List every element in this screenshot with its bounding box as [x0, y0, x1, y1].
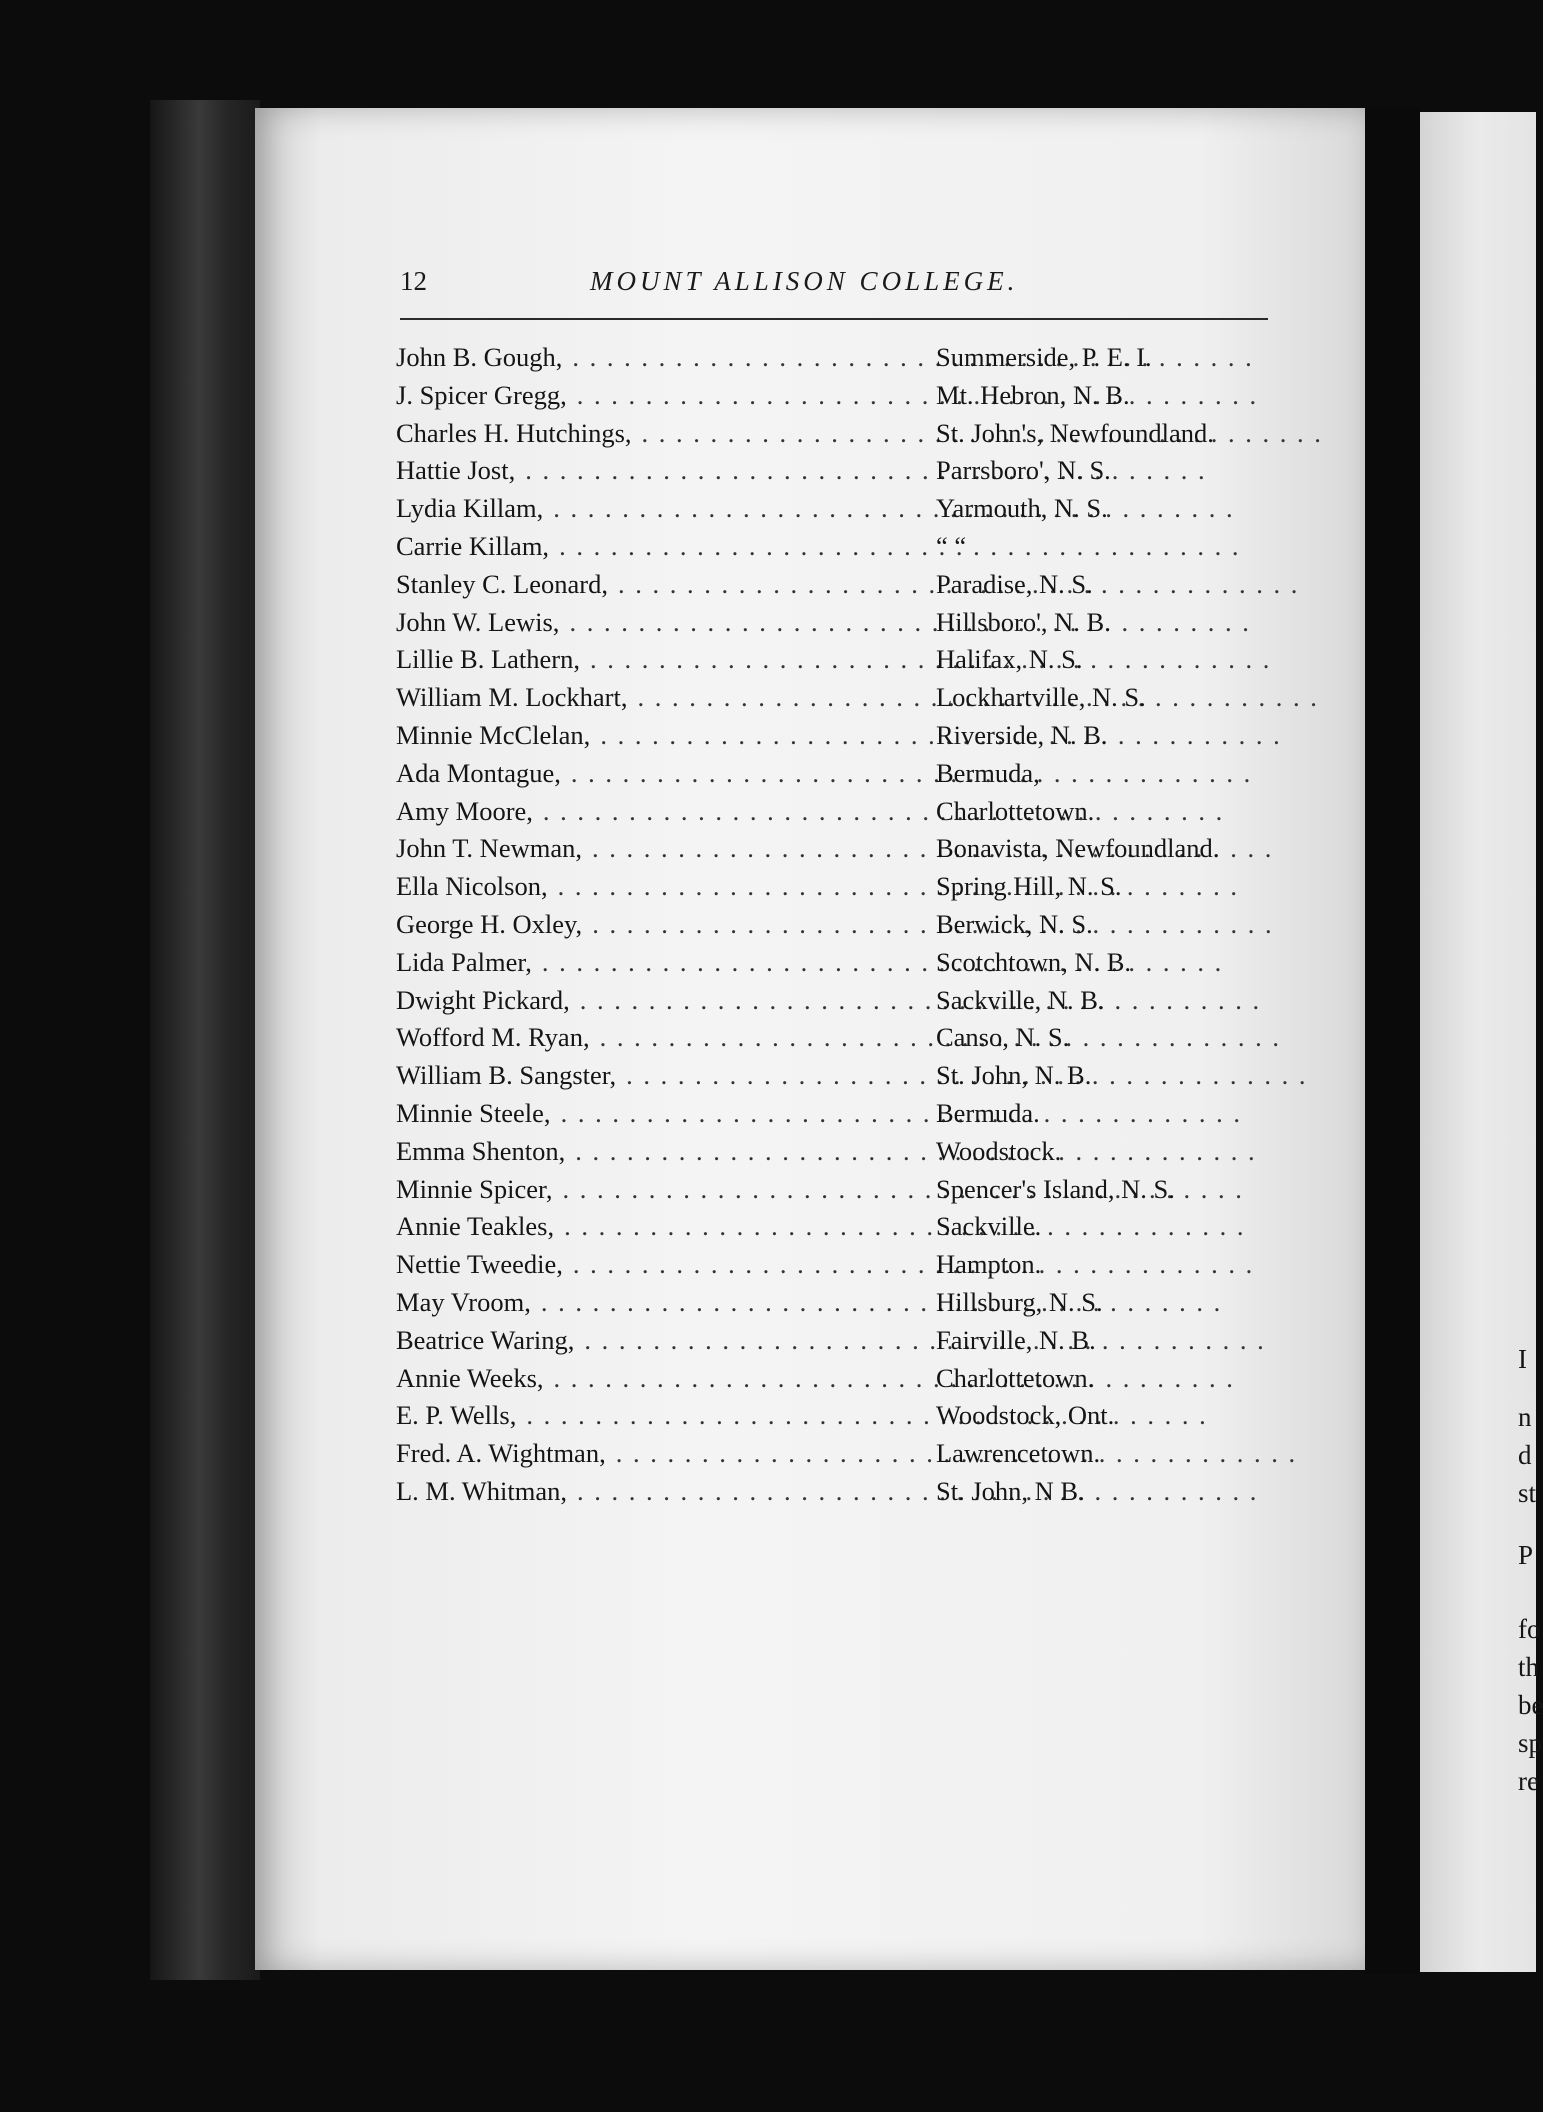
hometown: St. John, N. B. — [936, 1060, 1092, 1091]
leader-dots — [565, 1136, 930, 1167]
leader-dots — [561, 758, 930, 789]
roster-row — [396, 607, 1276, 645]
hometown: Canso, N. S. — [936, 1022, 1070, 1053]
roster-row — [396, 342, 1276, 380]
student-name: Minnie McClelan, — [396, 719, 591, 750]
student-name: Carrie Killam, — [396, 530, 550, 561]
hometown: Summerside, P. E. I. — [936, 342, 1152, 372]
adjacent-page-fragment: th — [1518, 1652, 1540, 1682]
hometown: Parrsboro', N. S. — [936, 455, 1111, 486]
leader-dots — [608, 569, 930, 600]
hometown: Woodstock. — [936, 1135, 1062, 1166]
roster-row — [396, 1325, 1276, 1363]
leader-dots — [549, 531, 930, 562]
adjacent-page-fragment: d — [1518, 1440, 1532, 1470]
page-number: 12 — [400, 266, 427, 296]
student-name: Wofford M. Ryan, — [396, 1022, 590, 1053]
roster-row — [396, 682, 1276, 720]
student-name: Beatrice Waring, — [396, 1324, 575, 1355]
roster-row — [396, 1438, 1276, 1476]
roster-row — [396, 380, 1276, 418]
roster-row — [396, 1249, 1276, 1287]
leader-dots — [606, 1438, 930, 1469]
hometown: Spencer's Island, N. S. — [936, 1173, 1175, 1204]
student-name: Charles H. Hutchings, — [396, 417, 632, 448]
hometown: Woodstock, Ont. — [936, 1400, 1115, 1431]
student-name: John B. Gough, — [396, 342, 563, 372]
student-name: John W. Lewis, — [396, 606, 560, 637]
hometown: Hillsboro', N. B. — [936, 606, 1111, 637]
leader-dots — [516, 1400, 930, 1431]
leader-dots — [531, 1287, 930, 1318]
hometown: Charlottetown. — [936, 795, 1095, 826]
leader-dots — [563, 1249, 930, 1280]
student-name: Annie Weeks, — [396, 1362, 544, 1393]
roster-row — [396, 1400, 1276, 1438]
roster-row — [396, 1098, 1276, 1136]
hometown: Bonavista, Newfoundland. — [936, 833, 1220, 864]
hometown: Hillsburg, N. S. — [936, 1286, 1103, 1317]
hometown: Scotchtown, N. B. — [936, 946, 1132, 977]
student-name: Lydia Killam, — [396, 493, 544, 524]
leader-dots — [532, 947, 930, 978]
roster-row — [396, 1287, 1276, 1325]
leader-dots — [628, 682, 931, 713]
hometown: Sackville, N. B. — [936, 984, 1105, 1015]
hometown: Hampton. — [936, 1249, 1042, 1280]
student-name: William M. Lockhart, — [396, 682, 628, 713]
roster-row — [396, 1363, 1276, 1401]
roster-row — [396, 531, 1276, 569]
hometown: Bermuda. — [936, 1097, 1040, 1128]
student-name: Stanley C. Leonard, — [396, 568, 608, 599]
student-name: L. M. Whitman, — [396, 1475, 568, 1506]
leader-dots — [544, 1363, 930, 1394]
hometown: Yarmouth, N. S. — [936, 493, 1108, 524]
leader-dots — [552, 1174, 930, 1205]
hometown: Halifax, N. S. — [936, 644, 1083, 675]
student-name: William B. Sangster, — [396, 1060, 617, 1091]
adjacent-page-fragment: fo — [1518, 1614, 1541, 1644]
roster-row — [396, 569, 1276, 607]
hometown: Spring Hill, N. S. — [936, 871, 1122, 902]
student-name: E. P. Wells, — [396, 1400, 517, 1431]
student-name: John T. Newman, — [396, 833, 582, 864]
hometown: Riverside, N. B. — [936, 719, 1108, 750]
student-name: George H. Oxley, — [396, 908, 583, 939]
roster-row — [396, 418, 1276, 456]
hometown: Mt. Hebron, N. B. — [936, 379, 1130, 410]
leader-dots — [548, 871, 930, 902]
roster-row — [396, 1022, 1276, 1060]
student-name: Dwight Pickard, — [396, 984, 570, 1015]
student-name: Emma Shenton, — [396, 1135, 566, 1166]
roster-row — [396, 985, 1276, 1023]
student-name: Hattie Jost, — [396, 455, 516, 486]
leader-dots — [574, 1325, 930, 1356]
roster-row — [396, 720, 1276, 758]
book-spine — [150, 100, 260, 1980]
leader-dots — [590, 720, 930, 751]
leader-dots — [580, 644, 930, 675]
student-name: May Vroom, — [396, 1286, 531, 1317]
adjacent-page-fragment: n — [1518, 1402, 1532, 1432]
leader-dots — [554, 1211, 930, 1242]
hometown: Bermuda, — [936, 757, 1040, 788]
student-name: J. Spicer Gregg, — [396, 379, 567, 410]
leader-dots — [632, 418, 930, 449]
student-name: Ada Montague, — [396, 757, 561, 788]
student-name: Minnie Spicer, — [396, 1173, 553, 1204]
leader-dots — [559, 607, 930, 638]
student-name: Minnie Steele, — [396, 1097, 551, 1128]
roster-row — [396, 909, 1276, 947]
adjacent-page-fragment: be — [1518, 1690, 1543, 1720]
student-name: Amy Moore, — [396, 795, 533, 826]
leader-dots — [570, 985, 930, 1016]
student-name: Annie Teakles, — [396, 1211, 555, 1242]
roster-row — [396, 833, 1276, 871]
adjacent-page-fragment: I — [1518, 1344, 1527, 1374]
roster-row — [396, 1174, 1276, 1212]
hometown: “ “ — [936, 530, 967, 561]
hometown: St. John, N B. — [936, 1475, 1085, 1506]
roster-row — [396, 947, 1276, 985]
student-name: Lillie B. Lathern, — [396, 644, 580, 675]
hometown: Fairville, N. B. — [936, 1324, 1096, 1355]
leader-dots — [551, 1098, 930, 1129]
leader-dots — [590, 1022, 930, 1053]
leader-dots — [533, 796, 930, 827]
roster-row — [396, 758, 1276, 796]
header-rule — [400, 318, 1268, 320]
leader-dots — [616, 1060, 930, 1091]
roster-row — [396, 1136, 1276, 1174]
hometown: Lawrencetown. — [936, 1438, 1101, 1469]
roster-row — [396, 644, 1276, 682]
adjacent-page-fragment: sp — [1518, 1728, 1543, 1758]
leader-dots — [582, 909, 930, 940]
hometown: Berwick, N. S. — [936, 908, 1093, 939]
hometown: Sackville. — [936, 1211, 1042, 1242]
roster-row — [396, 1060, 1276, 1098]
adjacent-page-fragment: P — [1518, 1540, 1534, 1570]
student-name: Ella Nicolson, — [396, 871, 548, 902]
student-name: Lida Palmer, — [396, 946, 532, 977]
hometown: Charlottetown. — [936, 1362, 1095, 1393]
running-title: MOUNT ALLISON COLLEGE. — [590, 266, 1019, 296]
page-gutter — [1365, 108, 1420, 1974]
student-name: Fred. A. Wightman, — [396, 1438, 606, 1469]
roster-row — [396, 796, 1276, 834]
leader-dots — [515, 455, 930, 486]
page-header — [400, 266, 1268, 306]
leader-dots — [543, 493, 930, 524]
roster-row — [396, 455, 1276, 493]
leader-dots — [567, 380, 930, 411]
leader-dots — [567, 1476, 930, 1507]
hometown: Lockhartville, N. S. — [936, 682, 1146, 713]
student-name: Nettie Tweedie, — [396, 1249, 563, 1280]
hometown: Paradise, N. S. — [936, 568, 1093, 599]
roster-row — [396, 1476, 1276, 1514]
roster-row — [396, 1211, 1276, 1249]
roster-row — [396, 871, 1276, 909]
student-roster — [396, 342, 1276, 1514]
leader-dots — [562, 342, 930, 373]
adjacent-page-fragment: re — [1518, 1766, 1539, 1796]
hometown: St. John's, Newfoundland. — [936, 417, 1214, 448]
roster-row — [396, 493, 1276, 531]
leader-dots — [582, 833, 930, 864]
adjacent-page-fragment: st — [1518, 1478, 1537, 1508]
